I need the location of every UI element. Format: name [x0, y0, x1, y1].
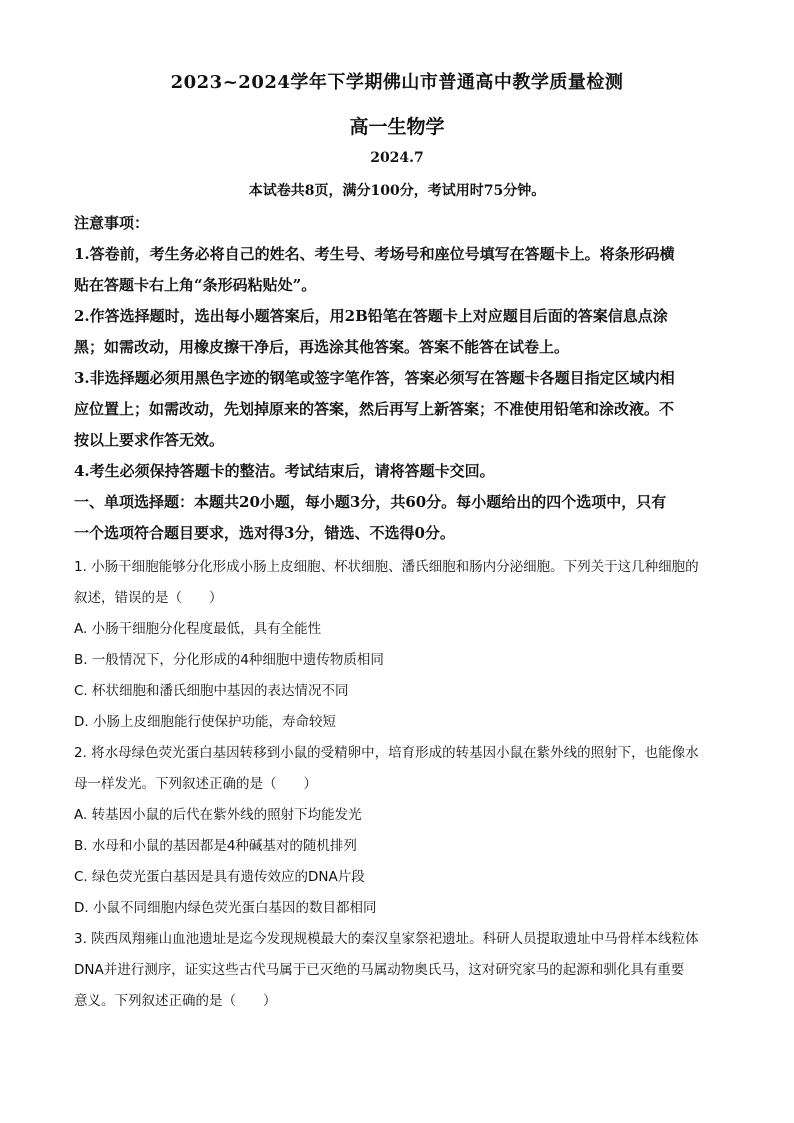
- option-b: B. 水母和小鼠的基因都是4种碱基对的随机排列: [74, 838, 357, 854]
- question-stem: 母一样发光。下列叙述正确的是（ ）: [74, 776, 317, 792]
- questions-section: [74, 552, 722, 1017]
- subject-title: 高一生物学: [349, 116, 445, 138]
- exam-info: 本试卷共8页，满分100分，考试用时75分钟。: [248, 183, 546, 199]
- question-stem: 1. 小肠干细胞能够分化形成小肠上皮细胞、杯状细胞、潘氏细胞和肠内分泌细胞。下列关于这几种细胞的: [74, 559, 699, 575]
- notes-line: 3.非选择题必须用黑色字迹的钢笔或签字笔作答，答案必须写在答题卡各题目指定区域内相: [74, 369, 675, 387]
- notes-line: 4.考生必须保持答题卡的整洁。考试结束后，请将答题卡交回。: [74, 462, 495, 480]
- option-c: C. 杯状细胞和潘氏细胞中基因的表达情况不同: [74, 683, 349, 699]
- section-heading: 一个选项符合题目要求，选对得3分，错选、不选得0分。: [74, 524, 455, 542]
- exam-date: 2024.7: [370, 150, 424, 166]
- question-stem: 2. 将水母绿色荧光蛋白基因转移到小鼠的受精卵中，培育形成的转基因小鼠在紫外线的照射下，也能像水: [74, 745, 699, 761]
- question-2: [74, 738, 722, 924]
- question-1: [74, 552, 722, 738]
- exam-title: 2023~2024学年下学期佛山市普通高中教学质量检测: [170, 72, 624, 93]
- question-3: [74, 924, 722, 1017]
- option-d: D. 小鼠不同细胞内绿色荧光蛋白基因的数目都相同: [74, 900, 377, 916]
- question-stem: 3. 陕西凤翔雍山血池遗址是迄今发现规模最大的秦汉皇家祭祀遗址。科研人员提取遗址中马骨样本线粒体: [74, 931, 699, 947]
- notes-line: 黑；如需改动，用橡皮擦干净后，再选涂其他答案。答案不能答在试卷上。: [74, 338, 570, 356]
- notes-section: [74, 208, 722, 549]
- notes-line: 按以上要求作答无效。: [74, 431, 225, 449]
- notes-line: 2.作答选择题时，选出每小题答案后，用2B铅笔在答题卡上对应题目后面的答案信息点涂: [74, 307, 668, 325]
- option-d: D. 小肠上皮细胞能行使保护功能，寿命较短: [74, 714, 336, 730]
- option-b: B. 一般情况下，分化形成的4种细胞中遗传物质相同: [74, 652, 384, 668]
- question-stem: DNA并进行测序，证实这些古代马属于已灭绝的马属动物奥氏马，这对研究家马的起源和驯化具有重要: [74, 962, 685, 978]
- option-c: C. 绿色荧光蛋白基因是具有遗传效应的DNA片段: [74, 869, 365, 885]
- option-a: A. 小肠干细胞分化程度最低，具有全能性: [74, 621, 322, 637]
- notes-heading: 注意事项：: [74, 214, 150, 232]
- question-stem: 叙述，错误的是（ ）: [74, 590, 223, 606]
- option-a: A. 转基因小鼠的后代在紫外线的照射下均能发光: [74, 807, 362, 823]
- question-stem: 意义。下列叙述正确的是（ ）: [74, 993, 277, 1009]
- notes-line: 1.答卷前，考生务必将自己的姓名、考生号、考场号和座位号填写在答题卡上。将条形码横: [74, 245, 675, 263]
- section-heading: 一、单项选择题：本题共20小题，每小题3分，共60分。每小题给出的四个选项中，只有: [74, 493, 667, 511]
- notes-line: 贴在答题卡右上角“条形码粘贴处”。: [74, 276, 317, 294]
- notes-line: 应位置上；如需改动，先划掉原来的答案，然后再写上新答案；不准使用铅笔和涂改液。不: [74, 400, 675, 418]
